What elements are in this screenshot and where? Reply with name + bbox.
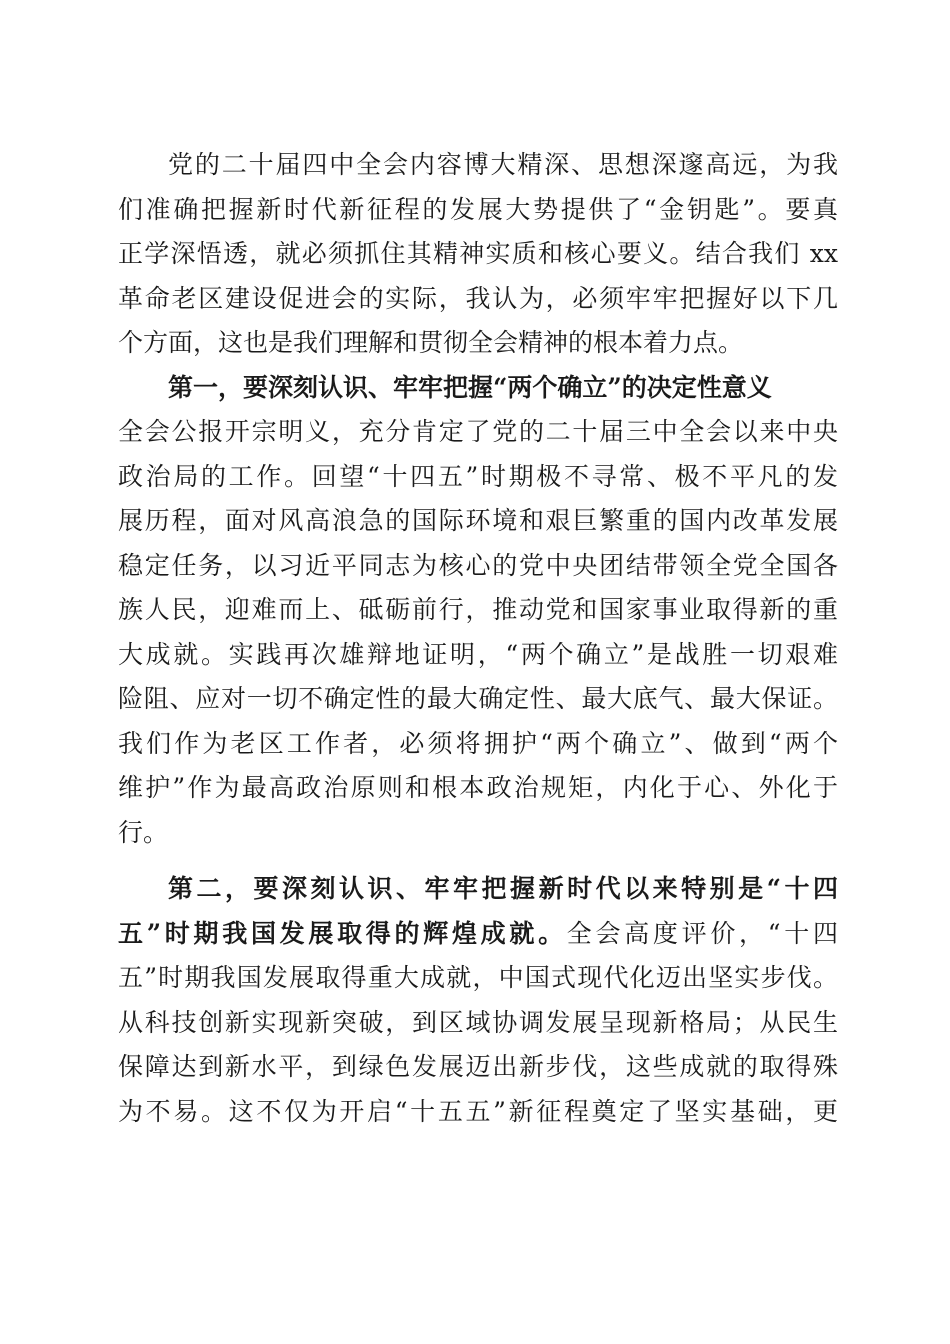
text-fragment: 全会高度评价，“十四 <box>566 918 838 948</box>
section-heading: 第一，要深刻认识、牢牢把握“两个确立”的决定性意义 <box>168 372 772 402</box>
text-line: 五”时期我国发展取得重大成就，中国式现代化迈出坚实步伐。 <box>118 963 838 992</box>
text-line: 我们作为老区工作者，必须将拥护“两个确立”、做到“两个 <box>118 728 838 758</box>
text-line: 从科技创新实现新突破，到区域协调发展呈现新格局；从民生 <box>118 1007 838 1037</box>
text-line: 为不易。这不仅为开启“十五五”新征程奠定了坚实基础，更 <box>118 1096 838 1126</box>
text-line: 个方面，这也是我们理解和贯彻全会精神的根本着力点。 <box>118 328 744 357</box>
text-line-mixed <box>118 912 838 957</box>
section-heading-tail: 五”时期我国发展取得的辉煌成就。 <box>118 918 567 948</box>
text-line: 全会公报开宗明义，充分肯定了党的二十届三中全会以来中央 <box>118 417 838 446</box>
text-line: 政治局的工作。回望“十四五”时期极不寻常、极不平凡的发 <box>118 461 838 491</box>
document-body <box>118 143 838 1134</box>
text-line: 正学深悟透，就必须抓住其精神实质和核心要义。结合我们 xx <box>118 239 838 268</box>
text-line: 行。 <box>118 817 169 847</box>
text-line: 族人民，迎难而上、砥砺前行，推动党和国家事业取得新的重 <box>118 595 838 624</box>
paragraph-intro <box>118 143 838 366</box>
text-line: 维护”作为最高政治原则和根本政治规矩，内化于心、外化于 <box>118 773 838 802</box>
paragraph-point-two <box>118 867 838 1134</box>
text-line: 展历程，面对风高浪急的国际环境和艰巨繁重的国内改革发展 <box>118 506 838 535</box>
text-line: 保障达到新水平，到绿色发展迈出新步伐，这些成就的取得殊 <box>118 1052 838 1081</box>
text-line: 稳定任务，以习近平同志为核心的党中央团结带领全党全国各 <box>118 550 838 580</box>
paragraph-point-one-heading <box>118 366 838 411</box>
text-line: 们准确把握新时代新征程的发展大势提供了“金钥匙”。要真 <box>118 194 838 224</box>
paragraph-point-one-body <box>118 410 838 855</box>
text-line: 党的二十届四中全会内容博大精深、思想深邃高远，为我 <box>168 150 838 179</box>
text-line: 险阻、应对一切不确定性的最大确定性、最大底气、最大保证。 <box>118 684 838 713</box>
section-heading-line: 第二，要深刻认识、牢牢把握新时代以来特别是“十四 <box>168 874 838 903</box>
text-line: 大成就。实践再次雄辩地证明，“两个确立”是战胜一切艰难 <box>118 639 838 669</box>
text-line: 革命老区建设促进会的实际，我认为，必须牢牢把握好以下几 <box>118 283 838 313</box>
